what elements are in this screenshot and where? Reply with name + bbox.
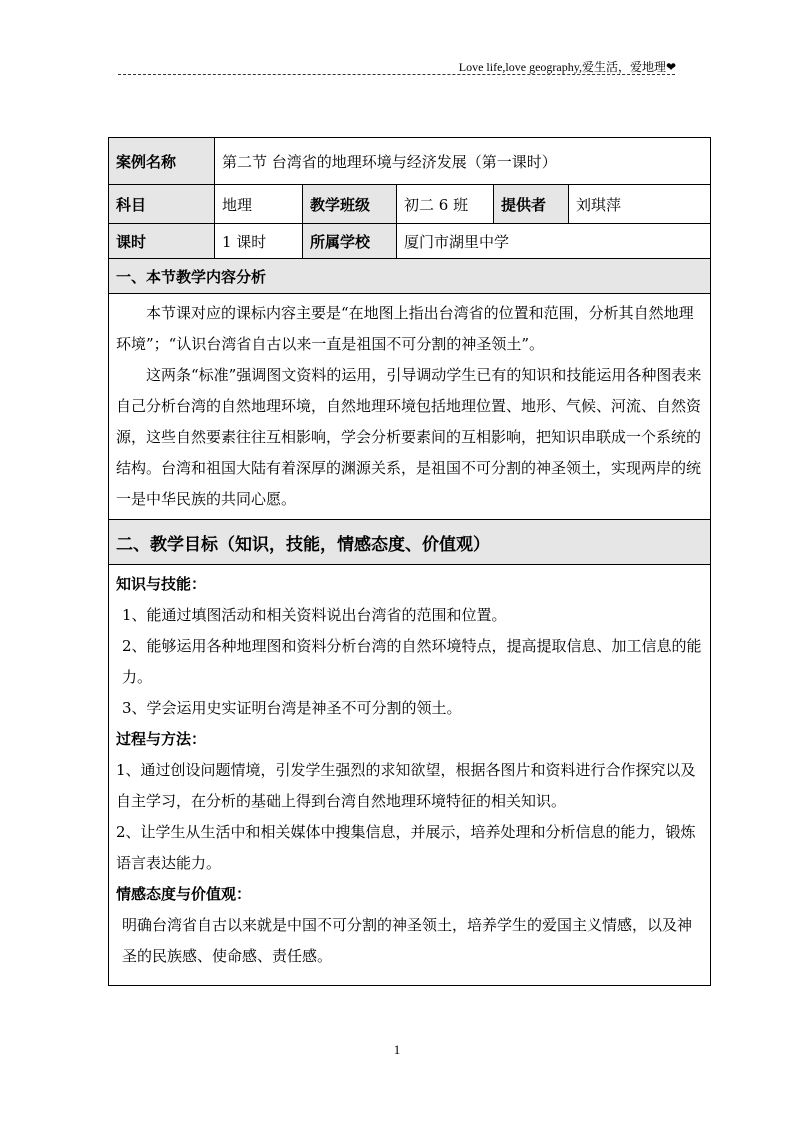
section1-paragraph-2: 这两条“标准”强调图文资料的运用，引导调动学生已有的知识和技能运用各种图表来自己分析台湾的自然地理环境，自然地理环境包括地理位置、地形、气候、河流、自然资源，这些自然要素往往互相影响，学会分析要素间的互相影响，把知识串联成一个系统的结构。台湾和祖国大陆有着深厚的渊源关系，是祖国不可分割的神圣领土，实现两岸的统一是中华民族的共同心愿。 [116,366,702,508]
knowledge-item-2: 2、能够运用各种地理图和资料分析台湾的自然环境特点，提高提取信息、加工信息的能力。 [122,637,702,686]
school-label: 所属学校 [303,224,397,259]
knowledge-heading: 知识与技能： [116,575,207,593]
school-value: 厦门市湖里中学 [397,224,711,259]
section2-body [109,565,711,986]
section2-title-row [109,520,711,565]
section1-body [109,294,711,520]
subject-value: 地理 [215,185,303,224]
section1-title: 一、本节教学内容分析 [109,259,711,294]
class-label: 教学班级 [303,185,397,224]
knowledge-item-3: 3、学会运用史实证明台湾是神圣不可分割的领土。 [122,699,462,717]
process-heading: 过程与方法： [116,730,207,748]
case-name-value: 第二节 台湾省的地理环境与经济发展（第一课时） [215,138,711,185]
section1-paragraph-1: 本节课对应的课标内容主要是“在地图上指出台湾省的位置和范围，分析其自然地理环境”；“认识台湾省自古以来一直是祖国不可分割的神圣领土”。 [116,304,694,353]
section2-title: 二、教学目标（知识，技能，情感态度、价值观） [109,520,711,565]
section1-body-row [109,294,711,520]
provider-label: 提供者 [494,185,569,224]
attitude-text: 明确台湾省自古以来就是中国不可分割的神圣领土，培养学生的爱国主义情感，以及神圣的民族感、使命感、责任感。 [122,916,693,965]
subject-label: 科目 [109,185,215,224]
lesson-plan-table [108,137,711,986]
page-number: 1 [393,1042,401,1057]
attitude-heading: 情感态度与价值观： [116,885,252,903]
section2-body-row [109,565,711,986]
hours-label: 课时 [109,224,215,259]
subject-row [109,185,711,224]
class-value: 初二 6 班 [397,185,494,224]
header-motto: Love life,love geography,爱生活，爱地理❤ [458,60,676,74]
hours-value: 1 课时 [215,224,303,259]
process-item-1: 1、通过创设问题情境，引发学生强烈的求知欲望，根据各图片和资料进行合作探究以及自主学习，在分析的基础上得到台湾自然地理环境特征的相关知识。 [116,761,696,810]
knowledge-item-1: 1、能通过填图活动和相关资料说出台湾省的范围和位置。 [122,606,507,624]
case-name-row [109,138,711,185]
case-name-label: 案例名称 [109,138,215,185]
section1-title-row [109,259,711,294]
header-divider [118,74,675,75]
hours-row [109,224,711,259]
process-item-2: 2、让学生从生活中和相关媒体中搜集信息，并展示，培养处理和分析信息的能力，锻炼语言表达能力。 [116,823,696,872]
provider-value: 刘琪萍 [569,185,711,224]
